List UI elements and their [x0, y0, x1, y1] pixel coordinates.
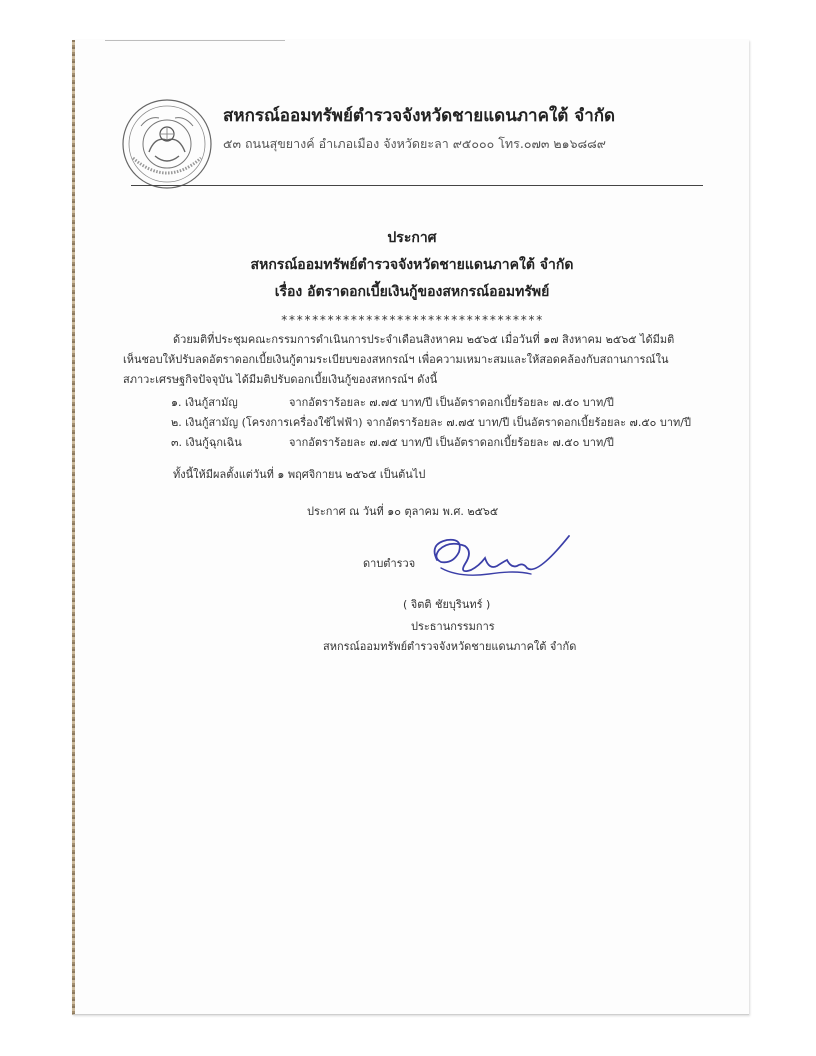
list-item — [171, 433, 614, 451]
separator: ********************************** — [280, 313, 544, 327]
list-item — [171, 413, 691, 431]
loan-rate-text: จากอัตราร้อยละ ๗.๗๕ บาท/ปี เป็นอัตราดอกเบี้ยร้อยละ ๗.๕๐ บาท/ปี — [289, 436, 614, 449]
handwritten-signature-icon — [419, 530, 579, 590]
header-divider — [131, 185, 703, 186]
signer-name: ( จิตติ ชัยบุรินทร์ ) — [403, 598, 491, 611]
paragraph-line-1: ด้วยมติที่ประชุมคณะกรรมการดำเนินการประจำเดือนสิงหาคม ๒๕๖๕ เมื่อวันที่ ๑๗ สิงหาคม ๒๕๖๕ ได้มีมติ — [173, 333, 675, 346]
org-name: สหกรณ์ออมทรัพย์ตำรวจจังหวัดชายแดนภาคใต้ จำกัด — [223, 106, 616, 126]
list-item — [171, 393, 614, 411]
document-page — [72, 40, 749, 1015]
org-address: ๕๓ ถนนสุขยางค์ อำเภอเมือง จังหวัดยะลา ๙๕๐๐๐ โทร.๐๗๓ ๒๑๖๘๘๙ — [223, 136, 606, 151]
title-announcement: ประกาศ — [387, 230, 437, 246]
loan-type-label: ๑. เงินกู้สามัญ — [171, 396, 238, 409]
signer-organization: สหกรณ์ออมทรัพย์ตำรวจจังหวัดชายแดนภาคใต้ จำกัด — [323, 640, 577, 653]
title-subject: เรื่อง อัตราดอกเบี้ยเงินกู้ของสหกรณ์ออมทรัพย์ — [274, 284, 550, 300]
loan-type-label: ๒. เงินกู้สามัญ (โครงการเครื่องใช้ไฟฟ้า) — [171, 416, 363, 429]
loan-type-label: ๓. เงินกู้ฉุกเฉิน — [171, 436, 242, 449]
loan-rate-text: จากอัตราร้อยละ ๗.๗๕ บาท/ปี เป็นอัตราดอกเบี้ยร้อยละ ๗.๕๐ บาท/ปี — [366, 416, 691, 429]
loan-rate-text: จากอัตราร้อยละ ๗.๗๕ บาท/ปี เป็นอัตราดอกเบี้ยร้อยละ ๗.๕๐ บาท/ปี — [289, 396, 614, 409]
signer-rank: ดาบตำรวจ — [363, 557, 416, 570]
cooperative-seal-icon — [119, 96, 215, 192]
top-rule — [105, 40, 285, 41]
signer-position: ประธานกรรมการ — [411, 620, 495, 633]
effective-date: ทั้งนี้ให้มีผลตั้งแต่วันที่ ๑ พฤศจิกายน ๒๕๖๕ เป็นต้นไป — [173, 468, 426, 481]
paragraph-line-2: เห็นชอบให้ปรับลดอัตราดอกเบี้ยเงินกู้ตามระเบียบของสหกรณ์ฯ เพื่อความเหมาะสมและให้สอดคล้องกับสถานการณ์ใน — [123, 353, 669, 366]
paragraph-line-3: สภาวะเศรษฐกิจปัจจุบัน ได้มีมติปรับดอกเบี้ยเงินกู้ของสหกรณ์ฯ ดังนี้ — [123, 373, 438, 386]
title-organization: สหกรณ์ออมทรัพย์ตำรวจจังหวัดชายแดนภาคใต้ จำกัด — [250, 257, 574, 273]
announcement-date: ประกาศ ณ วันที่ ๑๐ ตุลาคม พ.ศ. ๒๕๖๕ — [307, 505, 499, 518]
announcement-title — [75, 225, 749, 306]
